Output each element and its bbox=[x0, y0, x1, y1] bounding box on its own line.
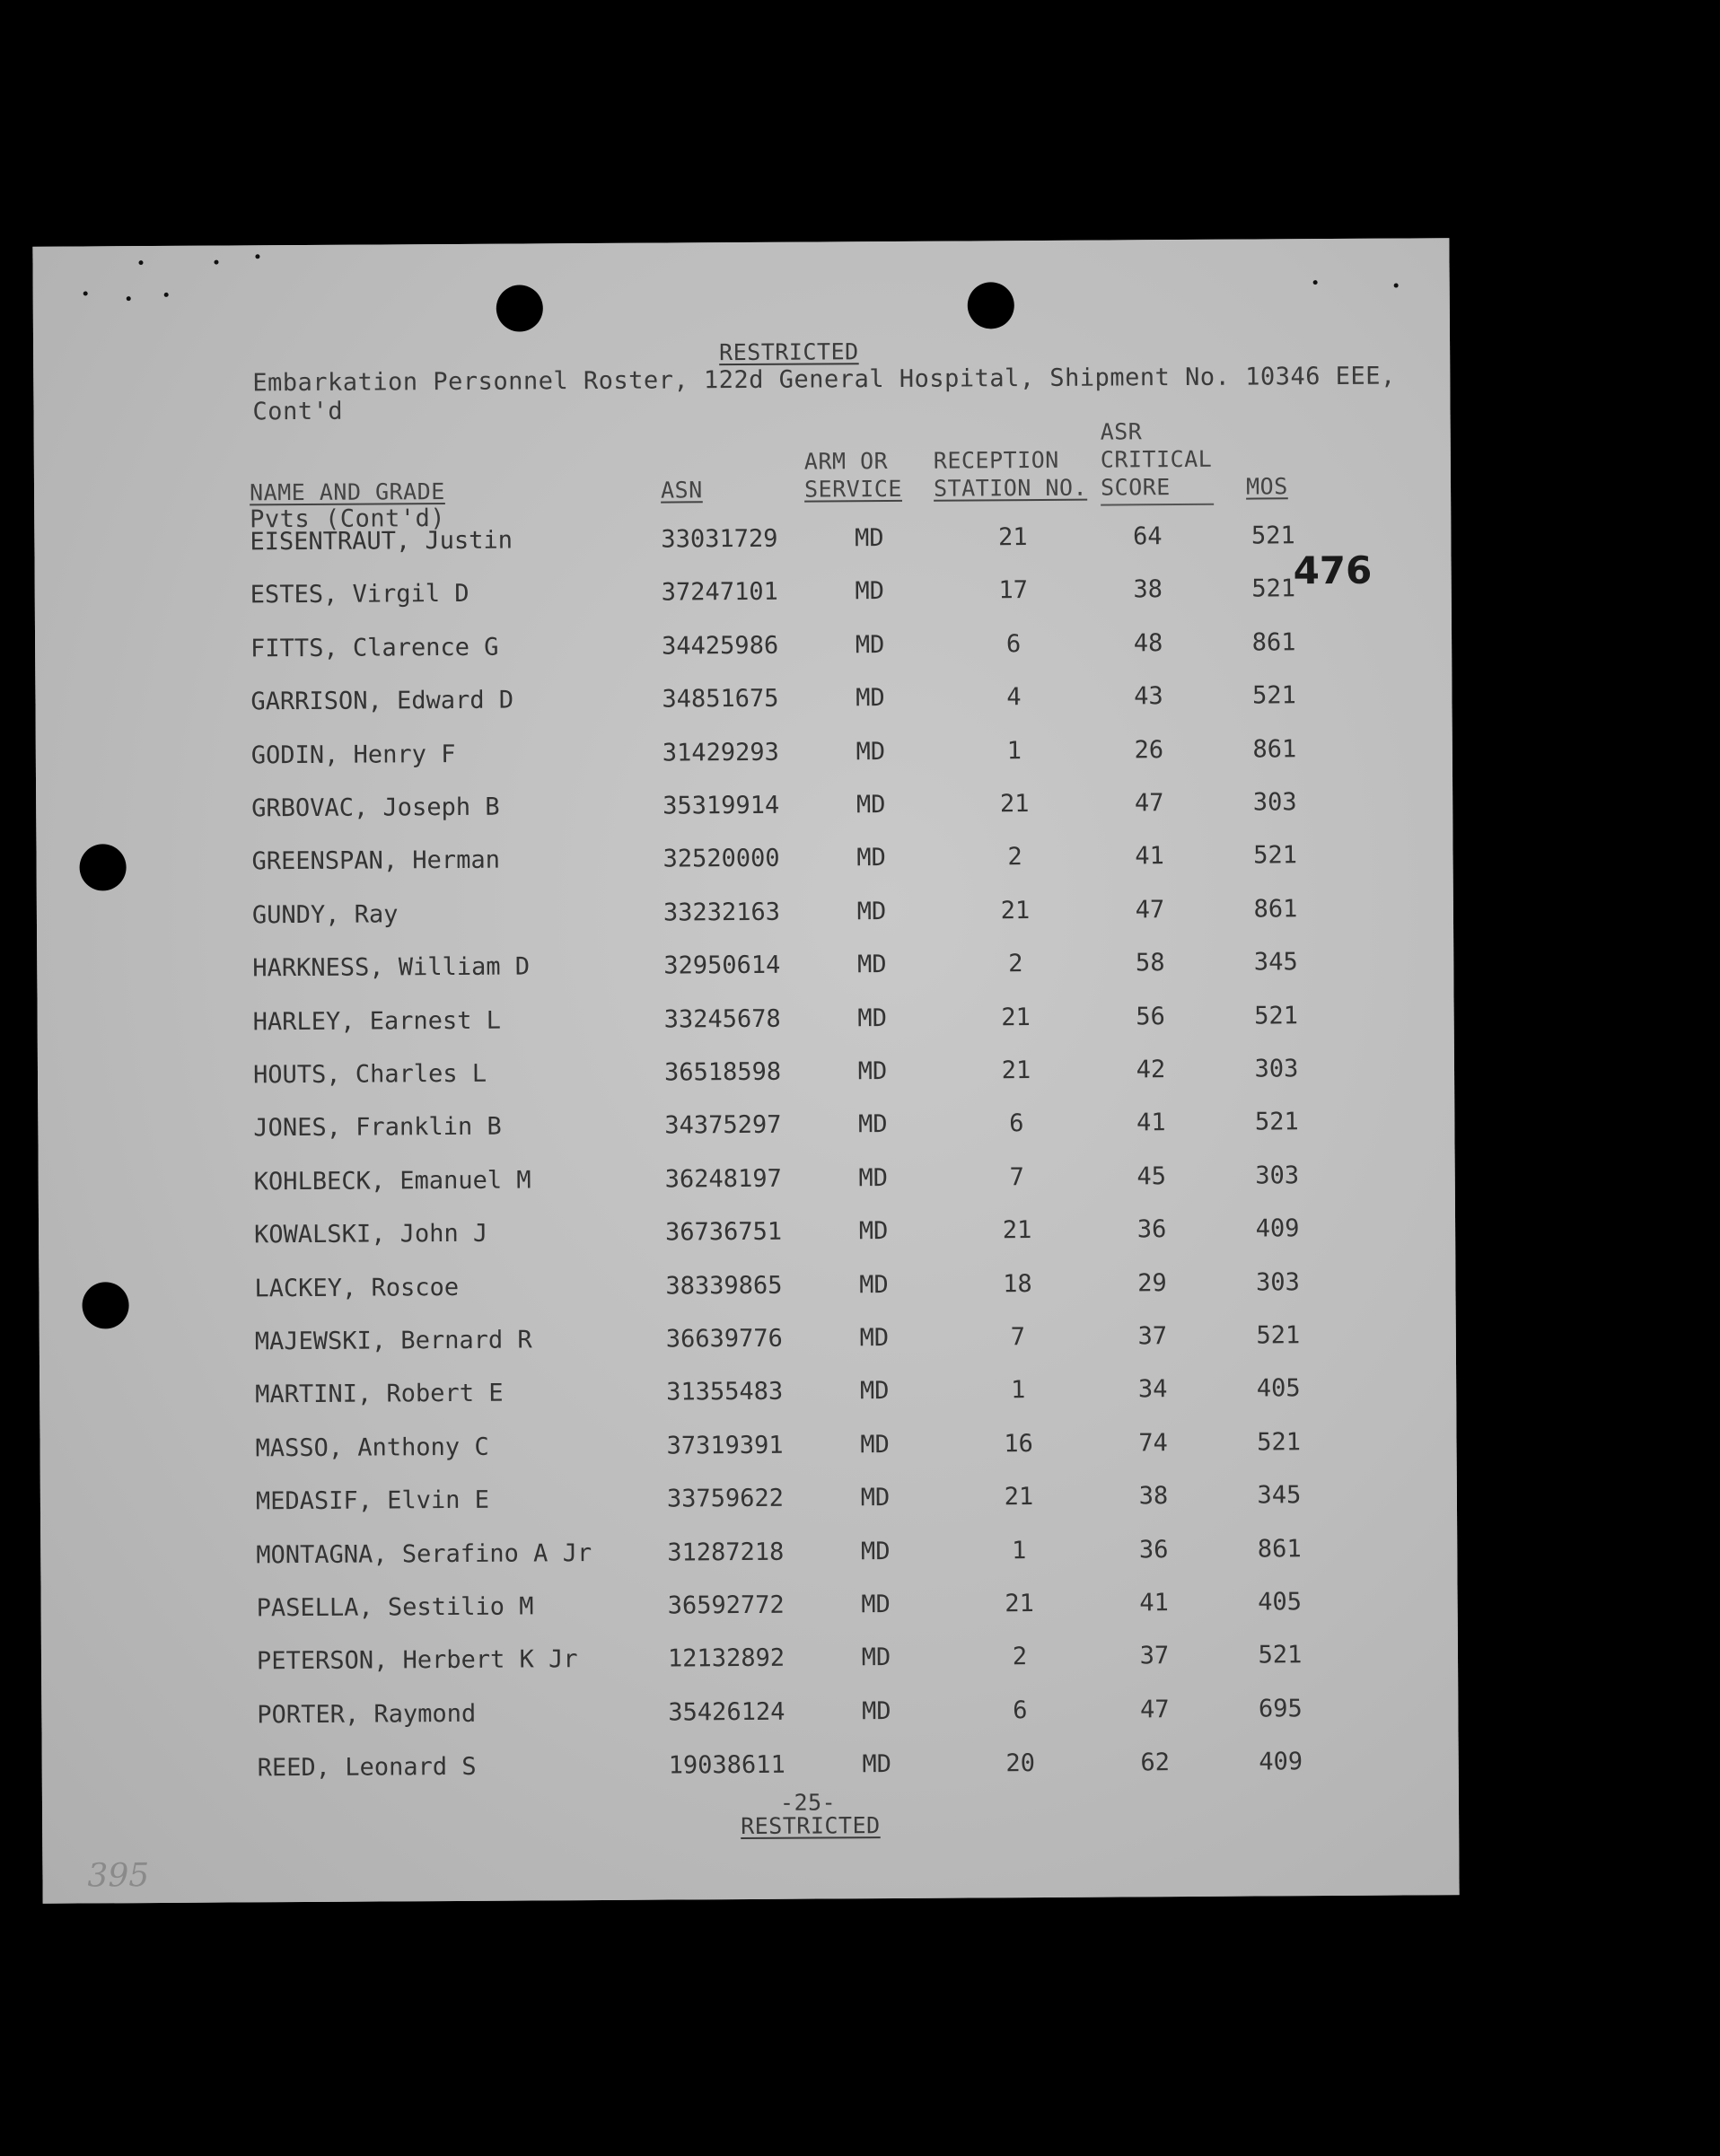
row-critical-score: 36 bbox=[1136, 1215, 1167, 1244]
roster-title-cont: Cont'd bbox=[252, 397, 344, 426]
row-reception-station: 7 bbox=[1009, 1162, 1024, 1192]
row-mos: 521 bbox=[1257, 1428, 1302, 1457]
row-reception-station: 21 bbox=[1000, 896, 1031, 925]
row-asn: 19038611 bbox=[668, 1750, 785, 1780]
row-mos: 409 bbox=[1259, 1748, 1303, 1776]
row-mos: 861 bbox=[1252, 734, 1297, 764]
row-asn: 33031729 bbox=[661, 524, 778, 554]
row-reception-station: 7 bbox=[1010, 1323, 1026, 1352]
row-asn: 32950614 bbox=[663, 951, 781, 980]
row-critical-score: 38 bbox=[1138, 1482, 1169, 1511]
row-reception-station: 21 bbox=[1002, 1216, 1032, 1245]
row-asn: 33759622 bbox=[666, 1484, 785, 1513]
row-reception-station: 21 bbox=[999, 790, 1030, 819]
row-arm-service: MD bbox=[856, 684, 885, 713]
row-asn: 38339865 bbox=[665, 1271, 783, 1301]
row-critical-score: 41 bbox=[1139, 1589, 1169, 1617]
row-mos: 521 bbox=[1254, 1108, 1299, 1136]
row-critical-score: 34 bbox=[1137, 1375, 1168, 1404]
col-header-name: NAME AND GRADE bbox=[249, 478, 445, 506]
row-asn: 32520000 bbox=[663, 845, 780, 873]
table-row bbox=[41, 1694, 1458, 1739]
row-critical-score: 48 bbox=[1133, 628, 1163, 658]
row-name: JONES, Franklin B bbox=[253, 1113, 502, 1143]
row-mos: 405 bbox=[1256, 1374, 1301, 1403]
table-row bbox=[41, 1587, 1458, 1632]
row-critical-score: 37 bbox=[1137, 1322, 1168, 1351]
table-row bbox=[39, 1427, 1456, 1472]
col-header-rec-1: RECEPTION bbox=[933, 446, 1059, 474]
row-arm-service: MD bbox=[860, 1537, 891, 1565]
table-row bbox=[38, 1054, 1454, 1099]
row-mos: 521 bbox=[1254, 1001, 1299, 1030]
row-arm-service: MD bbox=[858, 1217, 889, 1246]
row-critical-score: 45 bbox=[1136, 1161, 1167, 1191]
row-reception-station: 21 bbox=[1001, 1056, 1031, 1085]
row-arm-service: MD bbox=[860, 1484, 891, 1512]
row-mos: 345 bbox=[1257, 1481, 1302, 1510]
table-row bbox=[37, 947, 1453, 992]
table-row bbox=[39, 1320, 1456, 1365]
table-row bbox=[35, 574, 1452, 619]
row-reception-station: 16 bbox=[1004, 1429, 1033, 1459]
row-critical-score: 47 bbox=[1135, 895, 1165, 925]
table-row bbox=[36, 734, 1452, 779]
row-reception-station: 2 bbox=[1008, 950, 1023, 978]
row-name: KOHLBECK, Emanuel M bbox=[253, 1166, 531, 1196]
row-mos: 345 bbox=[1253, 948, 1298, 977]
row-reception-station: 4 bbox=[1006, 683, 1022, 712]
row-reception-station: 2 bbox=[1007, 843, 1022, 872]
row-critical-score: 41 bbox=[1136, 1109, 1166, 1137]
row-name: GARRISON, Edward D bbox=[250, 686, 514, 716]
speck bbox=[83, 291, 88, 295]
row-arm-service: MD bbox=[856, 737, 886, 766]
table-row bbox=[39, 1214, 1455, 1258]
row-arm-service: MD bbox=[859, 1324, 890, 1353]
row-reception-station: 1 bbox=[1010, 1376, 1026, 1405]
row-arm-service: MD bbox=[860, 1430, 890, 1459]
table-row bbox=[37, 894, 1453, 939]
row-reception-station: 6 bbox=[1005, 629, 1022, 659]
col-header-arm-2: SERVICE bbox=[803, 475, 902, 503]
row-asn: 33232163 bbox=[663, 898, 781, 927]
row-critical-score: 43 bbox=[1134, 682, 1163, 711]
col-header-mos: MOS bbox=[1245, 473, 1288, 500]
table-row bbox=[41, 1641, 1458, 1686]
table-row bbox=[39, 1161, 1455, 1205]
row-asn: 31429293 bbox=[662, 738, 779, 767]
speck bbox=[138, 260, 143, 265]
speck bbox=[164, 293, 169, 297]
row-reception-station: 1 bbox=[1006, 736, 1022, 765]
speck bbox=[255, 254, 259, 259]
table-row bbox=[34, 521, 1451, 565]
row-mos: 521 bbox=[1258, 1641, 1303, 1670]
row-asn: 36736751 bbox=[665, 1217, 783, 1247]
row-name: HARLEY, Earnest L bbox=[252, 1006, 502, 1036]
table-row bbox=[35, 680, 1452, 725]
row-name: MAJEWSKI, Bernard R bbox=[254, 1326, 532, 1356]
row-asn: 35319914 bbox=[663, 791, 780, 820]
row-asn: 34375297 bbox=[664, 1111, 782, 1140]
row-mos: 303 bbox=[1255, 1161, 1300, 1190]
row-name: FITTS, Clarence G bbox=[250, 633, 499, 663]
document-page bbox=[32, 238, 1459, 1904]
row-name: HOUTS, Charles L bbox=[252, 1059, 487, 1090]
row-mos: 521 bbox=[1251, 521, 1295, 550]
row-arm-service: MD bbox=[857, 1004, 887, 1032]
table-row bbox=[40, 1534, 1457, 1579]
col-header-crit-3: SCORE bbox=[1100, 474, 1171, 501]
row-asn: 31355483 bbox=[666, 1378, 784, 1407]
row-name: LACKEY, Roscoe bbox=[254, 1273, 460, 1302]
row-asn: 34851675 bbox=[662, 684, 779, 714]
punch-hole-top-left bbox=[496, 285, 543, 331]
row-reception-station: 21 bbox=[998, 523, 1028, 552]
col-header-arm-1: ARM OR bbox=[803, 448, 889, 475]
row-critical-score: 26 bbox=[1134, 735, 1164, 764]
table-row bbox=[39, 1267, 1455, 1312]
row-asn: 36639776 bbox=[665, 1324, 783, 1354]
row-critical-score: 29 bbox=[1137, 1268, 1167, 1297]
row-critical-score: 56 bbox=[1136, 1002, 1165, 1030]
row-mos: 405 bbox=[1258, 1588, 1303, 1617]
classification-top: RESTRICTED bbox=[719, 338, 859, 366]
row-asn: 36592772 bbox=[667, 1591, 785, 1620]
row-name: PETERSON, Herbert K Jr bbox=[256, 1645, 578, 1676]
row-asn: 36518598 bbox=[663, 1057, 782, 1087]
row-mos: 521 bbox=[1251, 574, 1296, 603]
row-name: PASELLA, Sestilio M bbox=[256, 1592, 534, 1623]
page-number: -25- bbox=[779, 1789, 837, 1816]
row-critical-score: 38 bbox=[1133, 575, 1163, 604]
punch-hole-top-right bbox=[968, 282, 1014, 329]
row-asn: 31287218 bbox=[667, 1538, 785, 1567]
row-critical-score: 37 bbox=[1139, 1642, 1170, 1670]
row-critical-score: 42 bbox=[1136, 1056, 1166, 1084]
col-header-crit-rule bbox=[1101, 504, 1214, 506]
row-reception-station: 17 bbox=[998, 576, 1029, 605]
row-mos: 409 bbox=[1255, 1214, 1300, 1243]
stamp-number: 476 bbox=[1293, 548, 1373, 593]
row-critical-score: 64 bbox=[1133, 522, 1163, 551]
table-row bbox=[39, 1374, 1456, 1419]
col-header-crit-1: ASR bbox=[1100, 418, 1143, 445]
row-asn: 37247101 bbox=[661, 578, 778, 607]
classification-bottom: RESTRICTED bbox=[741, 1812, 881, 1840]
row-reception-station: 6 bbox=[1013, 1696, 1028, 1724]
row-arm-service: MD bbox=[858, 1163, 889, 1193]
row-arm-service: MD bbox=[859, 1377, 890, 1406]
row-arm-service: MD bbox=[855, 577, 885, 606]
row-arm-service: MD bbox=[859, 1270, 889, 1299]
row-reception-station: 21 bbox=[1005, 1590, 1034, 1618]
row-reception-station: 18 bbox=[1003, 1269, 1032, 1298]
row-name: PORTER, Raymond bbox=[257, 1699, 477, 1730]
row-mos: 521 bbox=[1253, 841, 1298, 870]
table-row bbox=[36, 841, 1452, 886]
speck bbox=[1313, 280, 1318, 285]
row-reception-station: 20 bbox=[1005, 1749, 1036, 1778]
table-row bbox=[42, 1747, 1459, 1792]
row-name: MASSO, Anthony C bbox=[255, 1433, 489, 1463]
row-asn: 36248197 bbox=[664, 1164, 782, 1194]
row-reception-station: 2 bbox=[1012, 1643, 1028, 1671]
row-critical-score: 74 bbox=[1138, 1428, 1168, 1458]
row-mos: 861 bbox=[1257, 1534, 1302, 1564]
speck bbox=[1394, 284, 1399, 288]
pencil-note: 395 bbox=[87, 1857, 150, 1895]
row-name: HARKNESS, William D bbox=[252, 952, 531, 983]
row-name: GUNDY, Ray bbox=[251, 900, 399, 930]
row-asn: 37319391 bbox=[666, 1431, 784, 1460]
table-row bbox=[35, 627, 1452, 672]
row-arm-service: MD bbox=[862, 1750, 892, 1779]
row-name: MARTINI, Robert E bbox=[255, 1380, 504, 1409]
table-row bbox=[38, 1108, 1454, 1152]
roster-title: Embarkation Personnel Roster, 122d General Hospital, Shipment No. 10346 EEE, bbox=[252, 362, 1396, 398]
speck bbox=[214, 260, 218, 265]
table-row bbox=[40, 1480, 1457, 1525]
row-reception-station: 1 bbox=[1012, 1536, 1027, 1564]
row-name: GODIN, Henry F bbox=[250, 740, 456, 769]
col-header-asn: ASN bbox=[660, 477, 703, 504]
row-arm-service: MD bbox=[855, 524, 884, 553]
row-name: MONTAGNA, Serafino A Jr bbox=[256, 1538, 592, 1569]
row-arm-service: MD bbox=[862, 1696, 891, 1726]
row-arm-service: MD bbox=[858, 1110, 888, 1139]
row-mos: 861 bbox=[1251, 628, 1296, 657]
row-reception-station: 21 bbox=[1004, 1483, 1034, 1512]
row-critical-score: 47 bbox=[1134, 789, 1164, 818]
row-asn: 33245678 bbox=[663, 1004, 781, 1034]
row-critical-score: 58 bbox=[1135, 949, 1165, 977]
row-critical-score: 41 bbox=[1135, 842, 1164, 871]
row-arm-service: MD bbox=[856, 791, 886, 819]
row-name: GREENSPAN, Herman bbox=[251, 846, 501, 876]
speck bbox=[127, 296, 131, 301]
row-arm-service: MD bbox=[856, 897, 887, 926]
row-asn: 35426124 bbox=[668, 1697, 785, 1727]
row-arm-service: MD bbox=[855, 630, 885, 660]
section-label: Pvts (Cont'd) bbox=[250, 504, 446, 534]
row-asn: 12132892 bbox=[667, 1644, 785, 1673]
row-mos: 303 bbox=[1254, 1055, 1299, 1083]
row-mos: 861 bbox=[1253, 895, 1298, 924]
row-critical-score: 62 bbox=[1140, 1748, 1171, 1777]
row-critical-score: 36 bbox=[1138, 1535, 1169, 1564]
row-name: ESTES, Virgil D bbox=[250, 580, 469, 609]
col-header-crit-2: CRITICAL bbox=[1100, 445, 1213, 473]
row-name: MEDASIF, Elvin E bbox=[255, 1486, 490, 1516]
row-mos: 303 bbox=[1252, 788, 1297, 817]
row-arm-service: MD bbox=[857, 1057, 888, 1086]
row-name: KOWALSKI, John J bbox=[254, 1219, 488, 1249]
row-mos: 521 bbox=[1256, 1321, 1301, 1350]
row-name: EISENTRAUT, Justin bbox=[250, 526, 513, 557]
row-critical-score: 47 bbox=[1139, 1695, 1170, 1724]
row-name: REED, Leonard S bbox=[257, 1753, 477, 1783]
table-row bbox=[38, 1001, 1454, 1046]
row-mos: 695 bbox=[1258, 1695, 1303, 1723]
row-reception-station: 6 bbox=[1009, 1109, 1024, 1138]
table-row bbox=[36, 787, 1452, 832]
row-arm-service: MD bbox=[856, 844, 886, 872]
row-arm-service: MD bbox=[861, 1591, 891, 1619]
row-name: GRBOVAC, Joseph B bbox=[251, 793, 500, 823]
row-reception-station: 21 bbox=[1001, 1003, 1031, 1031]
row-asn: 34425986 bbox=[662, 631, 779, 661]
row-mos: 303 bbox=[1255, 1267, 1300, 1297]
row-mos: 521 bbox=[1251, 681, 1296, 710]
row-arm-service: MD bbox=[856, 951, 887, 979]
row-arm-service: MD bbox=[861, 1643, 891, 1672]
col-header-rec-2: STATION NO. bbox=[933, 474, 1088, 502]
